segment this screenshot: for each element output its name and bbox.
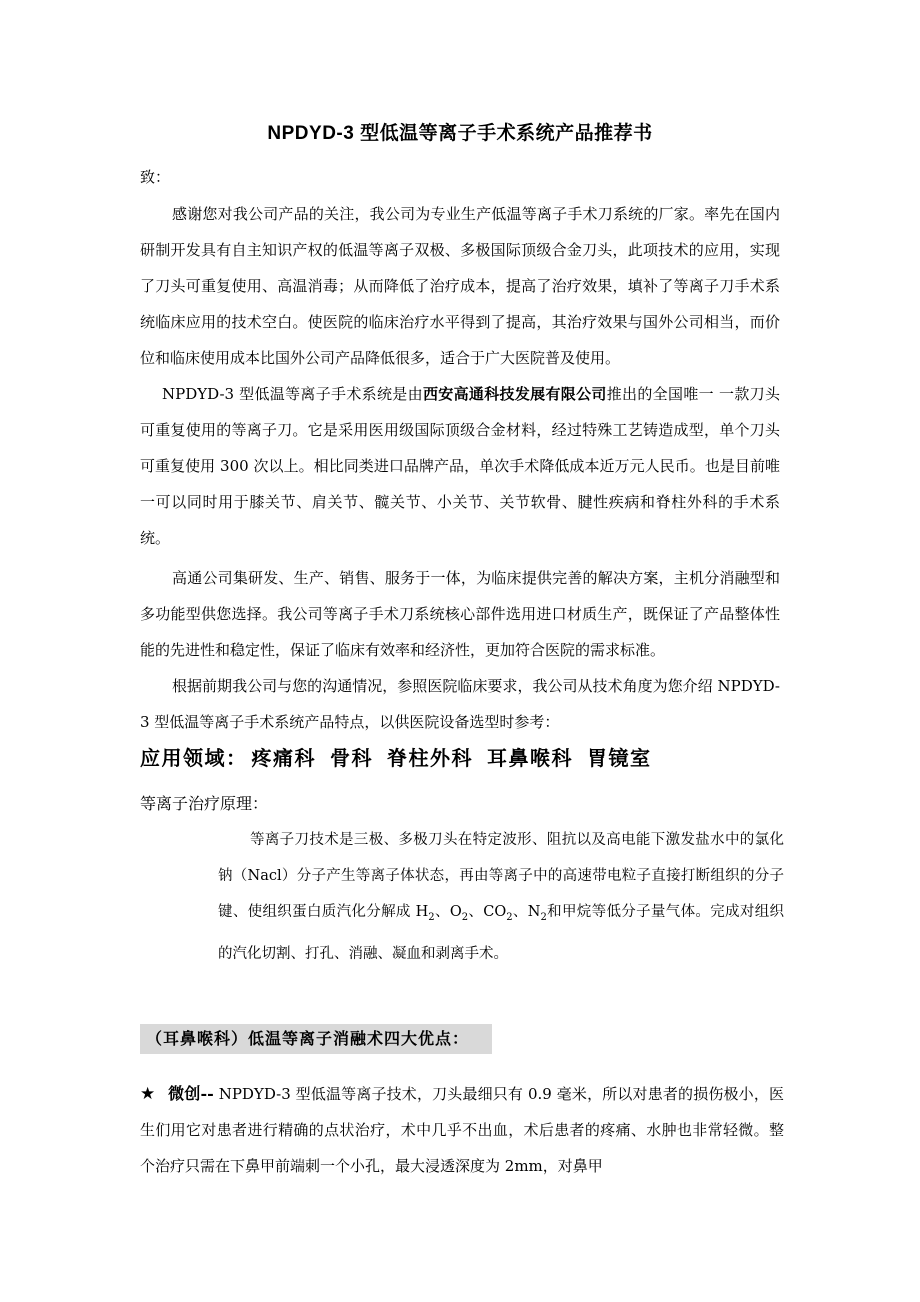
paragraph-intro-text: 感谢您对我公司产品的关注，我公司为专业生产低温等离子手术刀系统的厂家。率先在国内研制开发具有自主知识产权的低温等离子双极、多极国际顶级合金刀头，此项技术的应用，实现了刀头可重复使用、高温消毒；从而降低了治疗成本，提高了治疗效果，填补了等离子刀手术系统临床应用的技术空白。使医院的临床治疗水平得到了提高，其治疗效果与国外公司相当，而价位和临床使用成本比国外公司产品降低很多，适合于广大医院普及使用。 [140, 205, 780, 367]
paragraph-reference [140, 668, 780, 740]
paragraph-product-pre: NPDYD-3 型低温等离子手术系统是由 [162, 385, 423, 403]
advantages-banner: （耳鼻喉科）低温等离子消融术四大优点： [140, 1024, 492, 1054]
field-item: 耳鼻喉科 [487, 746, 573, 770]
paragraph-product [140, 376, 780, 556]
principle-text-a: 等离子刀技术是三极、多极刀头在特定波形、阻抗以及高电能下激发盐水中的氯化钠（Nacl）分子产生等离子体状态，再由等离子中的高速带电粒子直接打断组织的分子键、使组织蛋白质汽化分解成 H [218, 832, 784, 920]
greeting: 致： [140, 168, 171, 186]
document-title: NPDYD-3 型低温等离子手术系统产品推荐书 [267, 123, 653, 144]
n2-text: 、N [512, 904, 541, 920]
advantage-keyword: 微创-- [168, 1084, 214, 1103]
h2-subscript: 2 [428, 911, 435, 923]
paragraph-intro [140, 196, 780, 376]
principle-text-b: 和甲烷等低分子量气体。完成对组织的汽化切割、打孔、消融、凝血和剥离手术。 [218, 904, 785, 962]
co2-text: 、CO [468, 904, 507, 920]
n2-subscript: 2 [540, 911, 547, 923]
application-fields-label: 应用领域： [140, 746, 248, 770]
advantage-item-minimally-invasive [140, 1076, 784, 1184]
field-item: 脊柱外科 [387, 746, 473, 770]
co2-subscript: 2 [506, 911, 513, 923]
star-icon: ★ [140, 1084, 156, 1104]
application-fields [140, 742, 666, 771]
paragraph-reference-text: 根据前期我公司与您的沟通情况，参照医院临床要求，我公司从技术角度为您介绍 NPDYD-3 型低温等离子手术系统产品特点，以供医院设备选型时参考： [140, 677, 780, 731]
field-item: 骨科 [330, 746, 373, 770]
advantage-text: NPDYD-3 型低温等离子技术，刀头最细只有 0.9 毫米，所以对患者的损伤极小，医生们用它对患者进行精确的点状治疗，术中几乎不出血，术后患者的疼痛、水肿也非常轻微。整个治疗只需在下鼻甲前端刺一个小孔，最大浸透深度为 2mm，对鼻甲 [140, 1085, 784, 1175]
paragraph-company [140, 560, 780, 668]
paragraph-company-text: 高通公司集研发、生产、销售、服务于一体，为临床提供完善的解决方案，主机分消融型和多功能型供您选择。我公司等离子手术刀系统核心部件选用进口材质生产，既保证了产品整体性能的先进性和稳定性，保证了临床有效率和经济性，更加符合医院的需求标准。 [140, 569, 780, 659]
field-item: 胃镜室 [587, 746, 652, 770]
o2-text: 、O [434, 904, 462, 920]
principle-paragraph [218, 822, 784, 972]
paragraph-product-post: 推出的全国唯一 一款刀头可重复使用的等离子刀。它是采用医用级国际顶级合金材料，经过特殊工艺铸造成型，单个刀头可重复使用 300 次以上。相比同类进口品牌产品，单次手术降低成本近万元人民币。也是目前唯一可以同时用于膝关节、肩关节、髋关节、小关节、关节软骨、腱性疾病和脊柱外科的手术系统。 [140, 385, 780, 547]
principle-heading: 等离子治疗原理： [140, 794, 269, 813]
o2-subscript: 2 [461, 911, 469, 923]
company-name: 西安高通科技发展有限公司 [422, 385, 607, 403]
field-item: 疼痛科 [251, 746, 316, 770]
